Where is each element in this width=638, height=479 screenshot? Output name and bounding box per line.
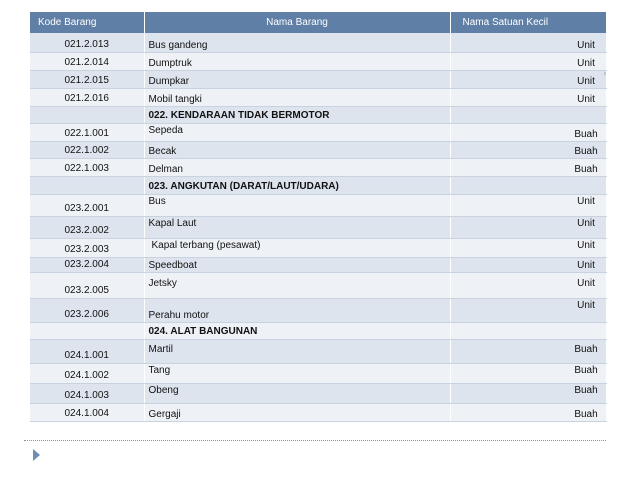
cell-name: Gergaji — [144, 403, 450, 421]
cell-unit: Buah — [450, 123, 606, 141]
cell-unit: Unit — [450, 194, 606, 216]
cell-name: Jetsky — [144, 272, 450, 298]
cell-name: Dumptruk — [144, 52, 450, 70]
table-row — [30, 238, 606, 257]
table-header-row — [30, 12, 606, 33]
cell-code — [30, 176, 144, 194]
cell-code: 023.2.002 — [30, 216, 144, 238]
section-title: 024. ALAT BANGUNAN — [144, 322, 450, 339]
column-header-name: Nama Barang — [144, 12, 450, 33]
table-row — [30, 363, 606, 383]
table-row — [30, 216, 606, 238]
cell-name: Martil — [144, 339, 450, 363]
items-table — [30, 12, 607, 422]
cell-unit — [450, 322, 606, 339]
table-row — [30, 52, 606, 70]
table-row — [30, 403, 606, 421]
cell-name: Perahu motor — [144, 298, 450, 322]
cell-unit: Buah — [450, 363, 606, 383]
cell-unit: Buah — [450, 158, 606, 176]
cell-code: 022.1.002 — [30, 141, 144, 158]
table-row — [30, 194, 606, 216]
cell-name: Becak — [144, 141, 450, 158]
cell-name: Bus gandeng — [144, 33, 450, 52]
table-row — [30, 298, 606, 322]
cell-name: Delman — [144, 158, 450, 176]
cell-name: Speedboat — [144, 257, 450, 272]
cell-unit: Unit — [450, 272, 606, 298]
cell-code: 024.1.003 — [30, 383, 144, 403]
section-title: 022. KENDARAAN TIDAK BERMOTOR — [144, 106, 450, 123]
table-row — [30, 339, 606, 363]
table-row — [30, 257, 606, 272]
cell-name: Mobil tangki — [144, 88, 450, 106]
cell-code — [30, 106, 144, 123]
cell-unit: Unit — [450, 257, 606, 272]
cell-name: Tang — [144, 363, 450, 383]
cell-unit: Unit — [450, 88, 606, 106]
cell-unit: Buah — [450, 383, 606, 403]
cell-code: 023.2.005 — [30, 272, 144, 298]
cell-unit: Buah — [450, 403, 606, 421]
section-row — [30, 322, 606, 339]
column-header-code: Kode Barang — [30, 12, 144, 33]
cell-unit: Buah — [450, 339, 606, 363]
cell-code: 024.1.002 — [30, 363, 144, 383]
cell-unit: Unit — [450, 52, 606, 70]
table-row — [30, 272, 606, 298]
cell-code: 023.2.004 — [30, 257, 144, 272]
cell-code: 024.1.004 — [30, 403, 144, 421]
cell-name: Dumpkar — [144, 70, 450, 88]
cell-unit: Buah — [450, 141, 606, 158]
table-row — [30, 33, 606, 52]
cell-code: 022.1.003 — [30, 158, 144, 176]
cell-unit: Unit — [450, 216, 606, 238]
table-row — [30, 158, 606, 176]
cell-name: Bus — [144, 194, 450, 216]
cell-code: 022.1.001 — [30, 123, 144, 141]
cell-code: 023.2.003 — [30, 238, 144, 257]
table-row — [30, 383, 606, 403]
cell-unit: Unit — [450, 298, 606, 322]
cell-unit: Unit — [450, 238, 606, 257]
cell-code: 021.2.013 — [30, 33, 144, 52]
cell-code: 024.1.001 — [30, 339, 144, 363]
triangle-arrow-icon — [33, 449, 40, 461]
table-row — [30, 141, 606, 158]
section-row — [30, 176, 606, 194]
cell-unit — [450, 106, 606, 123]
cell-code — [30, 322, 144, 339]
cell-code: 021.2.015 — [30, 70, 144, 88]
cell-name: Obeng — [144, 383, 450, 403]
cell-code: 021.2.016 — [30, 88, 144, 106]
cell-name: Sepeda — [144, 123, 450, 141]
edge-tick — [604, 72, 606, 75]
cell-code: 023.2.006 — [30, 298, 144, 322]
table-row — [30, 123, 606, 141]
footer-divider — [24, 440, 606, 441]
table-row — [30, 88, 606, 106]
cell-code: 023.2.001 — [30, 194, 144, 216]
cell-unit: Unit — [450, 70, 606, 88]
section-row — [30, 106, 606, 123]
section-title: 023. ANGKUTAN (DARAT/LAUT/UDARA) — [144, 176, 450, 194]
cell-unit: Unit — [450, 33, 606, 52]
table-row — [30, 70, 606, 88]
cell-unit — [450, 176, 606, 194]
cell-code: 021.2.014 — [30, 52, 144, 70]
cell-name: Kapal terbang (pesawat) — [144, 238, 450, 257]
cell-name: Kapal Laut — [144, 216, 450, 238]
column-header-unit: Nama Satuan Kecil — [450, 12, 606, 33]
